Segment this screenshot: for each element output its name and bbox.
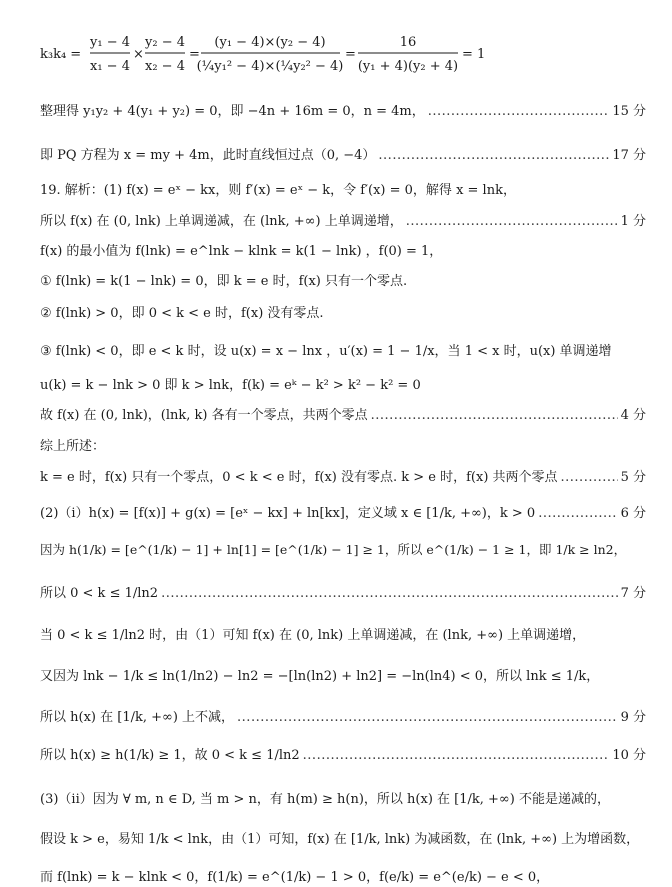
leader-dots: [237, 710, 618, 725]
leader-dots: [428, 104, 610, 119]
solution-line: 整理得 y₁y₂ + 4(y₁ + y₂) = 0，即 −4n + 16m = 0，n = 4m， ..... 15 分: [40, 100, 646, 119]
formula-lhs: k₃k₄ =: [40, 47, 82, 62]
slope-product-formula: [40, 28, 500, 80]
solution-line: k = e 时，f(x) 只有一个零点，0 < k < e 时，f(x) 没有零点. k > e 时，f(x) 共两个零点 ..... 5 分: [40, 466, 646, 485]
solution-line: 因为 h(1/k) = [e^(1/k) − 1] + ln[1] = [e^(1/k) − 1] ≥ 1，所以 e^(1/k) − 1 ≥ 1，即 1/k ≥ ln2，: [40, 542, 627, 557]
solution-line: ③ f(lnk) < 0，即 e < k 时，设 u(x) = x − lnx ，u′(x) = 1 − 1/x，当 1 < x 时，u(x) 单调递增: [40, 344, 612, 359]
solution-line: 假设 k > e，易知 1/k < lnk，由（1）可知，f(x) 在 [1/k, lnk) 为减函数，在 (lnk, +∞) 上为增函数，: [40, 832, 640, 847]
solution-line: 又因为 lnk − 1/k ≤ ln(1/ln2) − ln2 = −[ln(ln2) + ln2] = −ln(ln4) < 0，所以 lnk ≤ 1/k，: [40, 669, 600, 684]
solution-line: f(x) 的最小值为 f(lnk) = e^lnk − klnk = k(1 − lnk) ，f(0) = 1，: [40, 244, 443, 259]
equals-sign-2: =: [345, 47, 356, 62]
score-mark: 15 分: [612, 104, 646, 119]
solution-line: ② f(lnk) > 0，即 0 < k < e 时，f(x) 没有零点.: [40, 306, 324, 321]
solution-line: (2)（i）h(x) = [f(x)] + g(x) = [eˣ − kx] + ln[kx]，定义域 x ∈ [1/k, +∞)，k > 0 ..... 6 分: [40, 502, 646, 521]
solution-line: 而 f(lnk) = k − klnk < 0，f(1/k) = e^(1/k) − 1 > 0，f(e/k) = e^(e/k) − e < 0，: [40, 870, 550, 885]
score-mark: 10 分: [612, 748, 646, 763]
solution-line: 所以 f(x) 在 (0, lnk) 上单调递减，在 (lnk, +∞) 上单调递增， ..... 1 分: [40, 210, 646, 229]
fraction3-numerator: (y₁ − 4)×(y₂ − 4): [214, 35, 326, 50]
score-mark: 1 分: [620, 214, 646, 229]
score-mark: 17 分: [612, 148, 646, 163]
leader-dots: [378, 148, 609, 163]
times-sign: ×: [133, 47, 144, 62]
leader-dots: [406, 214, 618, 229]
solution-line: (3)（ii）因为 ∀ m, n ∈ D, 当 m > n，有 h(m) ≥ h(n)，所以 h(x) 在 [1/k, +∞) 不能是递减的，: [40, 792, 610, 807]
fraction3-denominator: (¼y₁² − 4)×(¼y₂² − 4): [196, 59, 344, 74]
solution-line: 所以 h(x) ≥ h(1/k) ≥ 1，故 0 < k ≤ 1/ln2 ..... 10 分: [40, 744, 646, 763]
fraction2-denominator: x₂ − 4: [145, 59, 185, 74]
fraction1-denominator: x₁ − 4: [90, 59, 130, 74]
leader-dots: [561, 470, 618, 485]
solution-line: 所以 0 < k ≤ 1/ln2 ..... 7 分: [40, 582, 646, 601]
score-mark: 5 分: [620, 470, 646, 485]
score-mark: 6 分: [620, 506, 646, 521]
solution-line: 19. 解析：(1) f(x) = eˣ − kx，则 f′(x) = eˣ − k，令 f′(x) = 0，解得 x = lnk，: [40, 183, 516, 198]
fraction2-numerator: y₂ − 4: [145, 35, 185, 50]
solution-line: 所以 h(x) 在 [1/k, +∞) 上不减， ..... 9 分: [40, 706, 646, 725]
score-mark: 7 分: [620, 586, 646, 601]
leader-dots: [538, 506, 617, 521]
score-mark: 9 分: [620, 710, 646, 725]
solution-line: ① f(lnk) = k(1 − lnk) = 0，即 k = e 时，f(x) 只有一个零点.: [40, 274, 408, 289]
leader-dots: [161, 586, 618, 601]
solution-line: 当 0 < k ≤ 1/ln2 时，由（1）可知 f(x) 在 (0, lnk) 上单调递减，在 (lnk, +∞) 上单调递增，: [40, 628, 586, 643]
leader-dots: [371, 408, 618, 423]
solution-line: 故 f(x) 在 (0, lnk)，(lnk, k) 各有一个零点，共两个零点 ..... 4 分: [40, 404, 646, 423]
fraction1-numerator: y₁ − 4: [90, 35, 130, 50]
solution-line: 即 PQ 方程为 x = my + 4m，此时直线恒过点（0, −4） ..... 17 分: [40, 144, 646, 163]
equals-sign-1: =: [189, 47, 200, 62]
formula-result: = 1: [462, 47, 486, 62]
score-mark: 4 分: [620, 408, 646, 423]
solution-line: 综上所述：: [40, 439, 106, 454]
solution-line: u(k) = k − lnk > 0 即 k > lnk，f(k) = eᵏ − k² > k² − k² = 0: [40, 378, 421, 393]
fraction4-numerator: 16: [399, 35, 417, 50]
fraction4-denominator: (y₁ + 4)(y₂ + 4): [357, 59, 459, 74]
leader-dots: [303, 748, 610, 763]
